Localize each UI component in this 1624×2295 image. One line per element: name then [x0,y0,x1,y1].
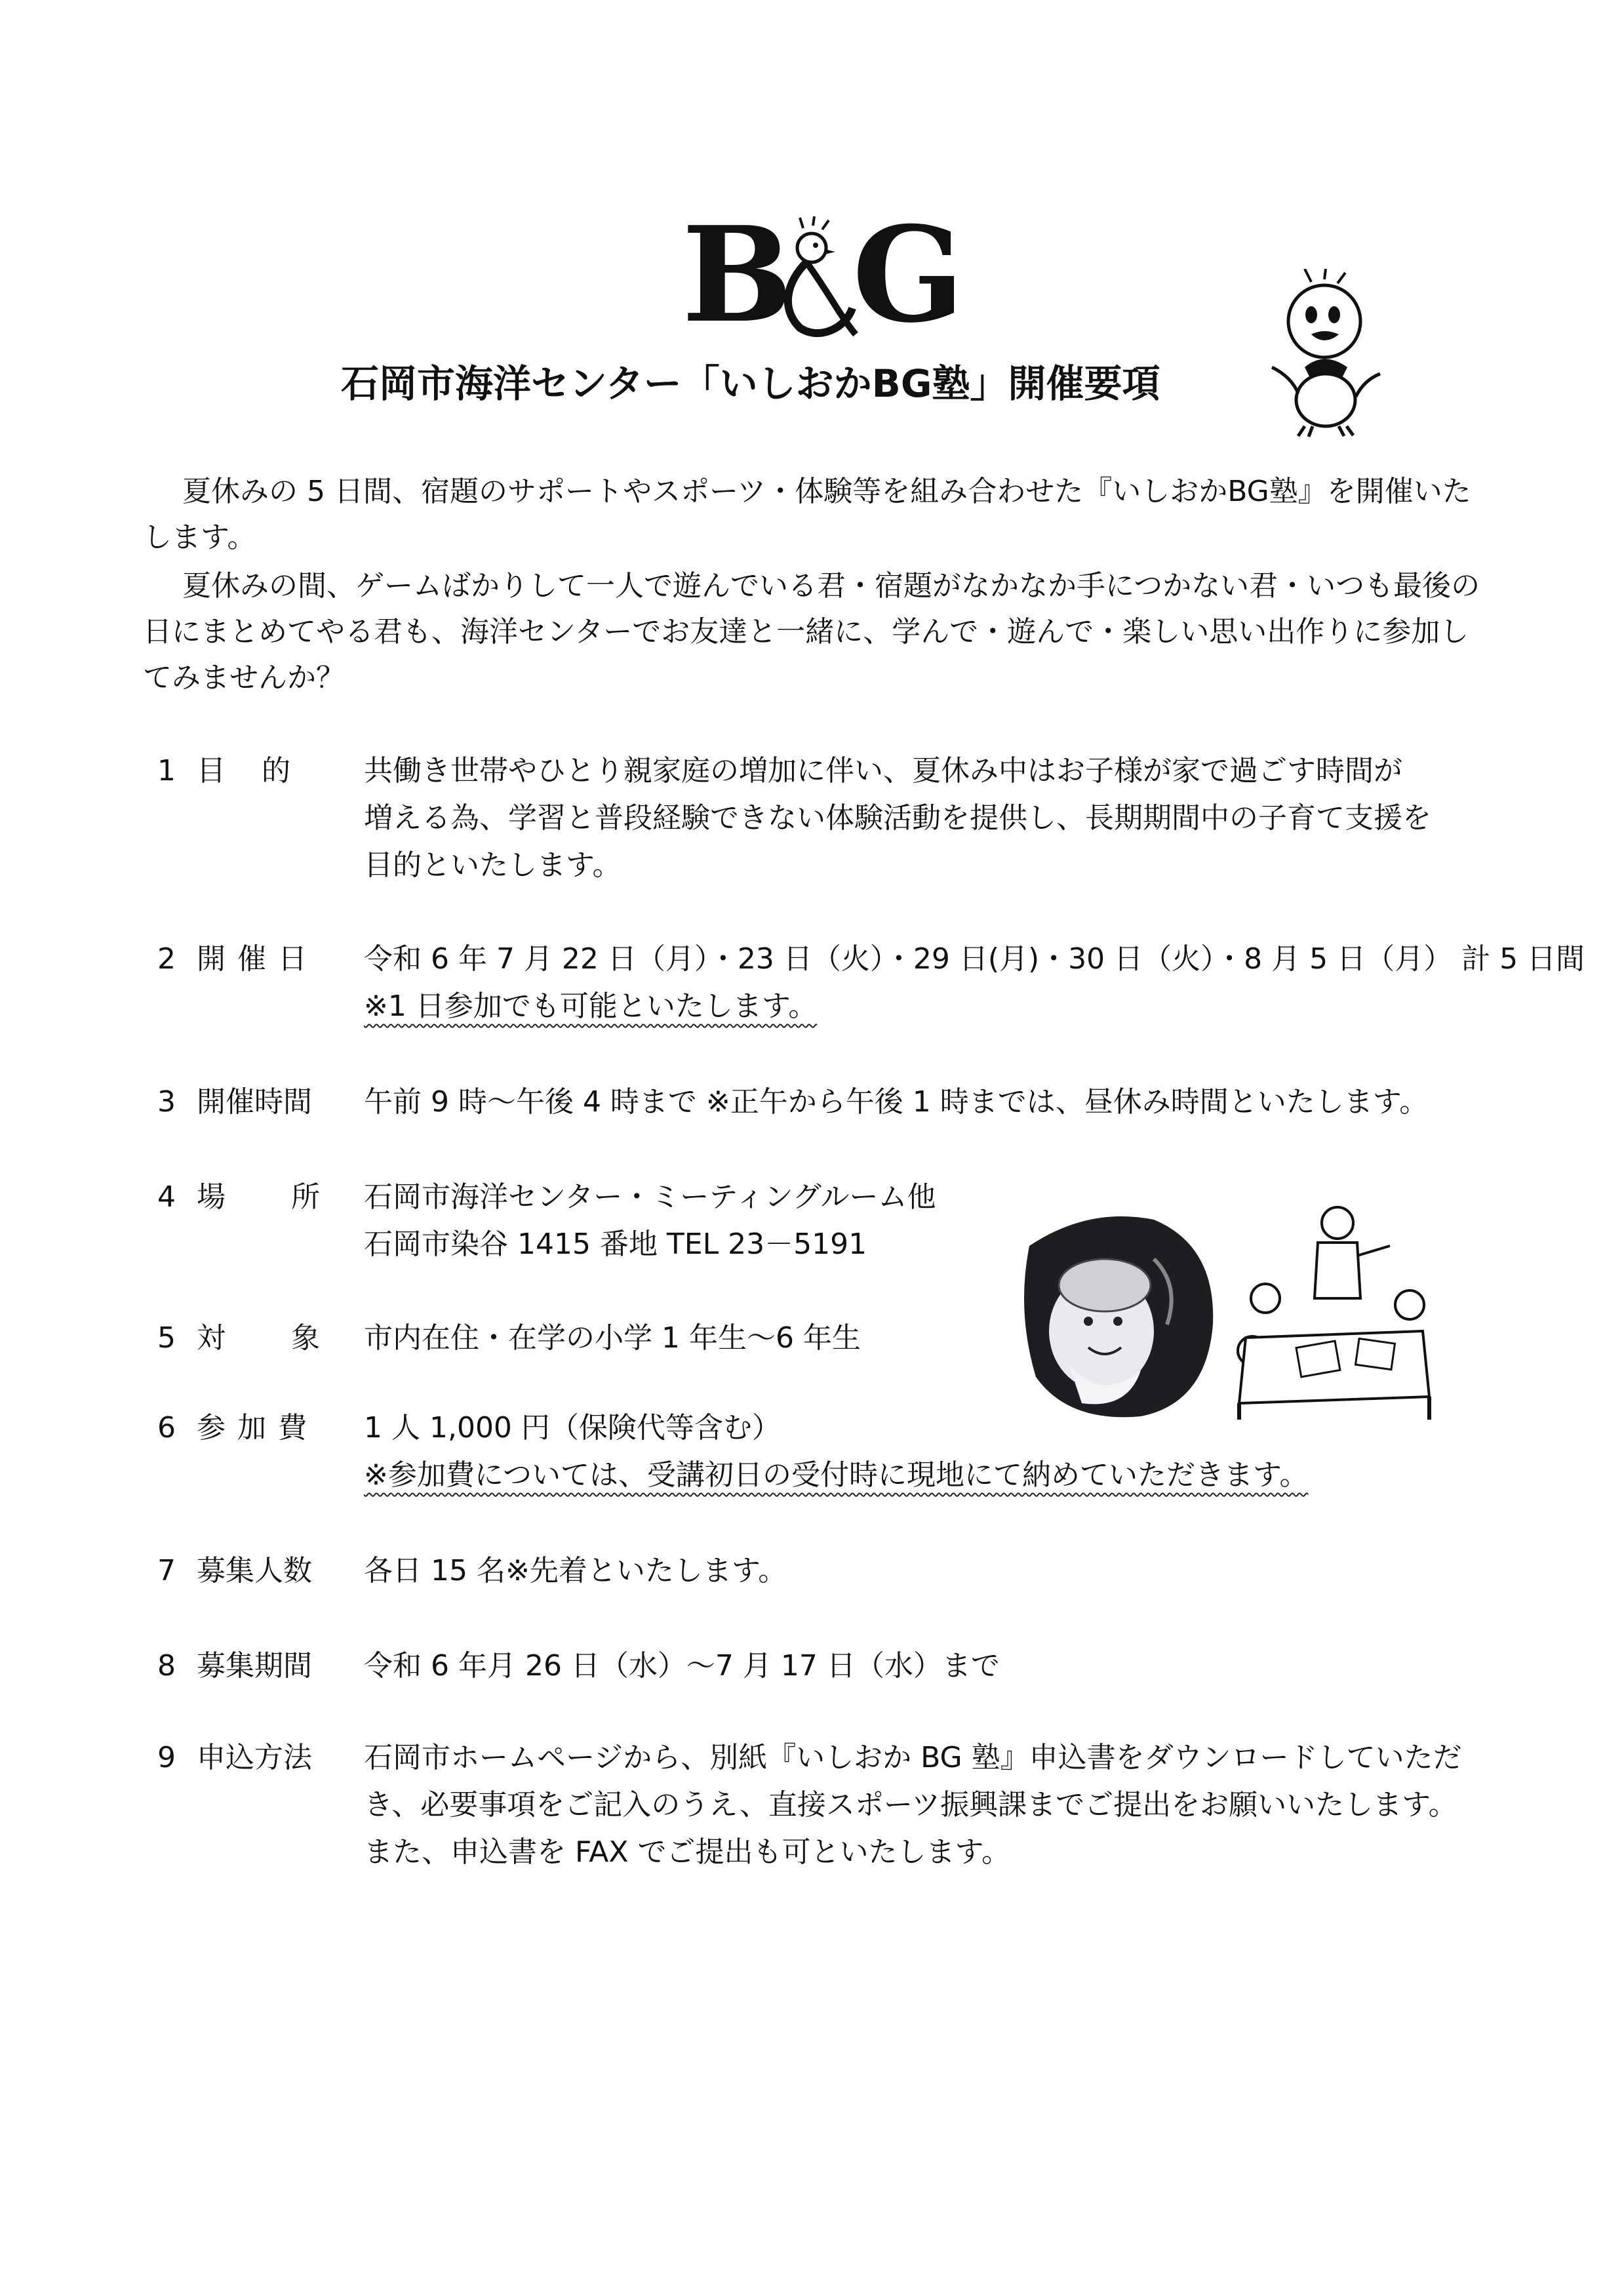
value-note: ※1 日参加でも可能といたします。 [364,989,818,1023]
value-line: 各日 15 名※先着といたします。 [364,1554,787,1587]
value-line: 1 人 1,000 円（保険代等含む） [364,1411,781,1445]
logo-letter-b: B [682,198,793,352]
item-number: 9 [157,1741,176,1774]
item-label: 開催時間 [197,1085,312,1119]
value-note: ※参加費については、受講初日の受付時に現地にて納めていただきます。 [364,1458,1309,1492]
item-number: 8 [157,1649,176,1683]
item-label: 開催日 [197,942,319,976]
child-illustration-icon [1010,1207,1219,1423]
item-label: 募集人数 [197,1554,312,1587]
intro-text [143,469,1480,704]
value-line: 市内在住・在学の小学 1 年生～6 年生 [364,1321,861,1355]
page-title: 石岡市海洋センター「いしおかBG塾」開催要項 [341,361,1160,406]
bg-logo [682,198,964,352]
item-number: 3 [157,1085,176,1119]
item-label: 申込方法 [197,1741,312,1774]
value-line: 共働き世帯やひとり親家庭の増加に伴い、夏休み中はお子様が家で過ごす時間が [364,754,1402,788]
value-line: また、申込書を FAX でご提出も可といたします。 [364,1835,1010,1869]
item-value [364,1547,1596,1595]
value-line: 石岡市海洋センター・ミーティングルーム他 [364,1180,936,1214]
value-line: 石岡市染谷 1415 番地 TEL 23－5191 [364,1227,867,1261]
item-value [364,936,1596,1030]
item-number: 5 [157,1321,176,1355]
item-value [364,748,1596,889]
value-line: 増える為、学習と普段経験できない体験活動を提供し、長期期間中の子育て支援を [364,801,1431,835]
item-number: 2 [157,942,176,976]
logo-letter-g: G [852,198,964,352]
value-line: 令和 6 年 7 月 22 日（月）・23 日（火）・29 日(月)・30 日（火）・8 月 5 日（月） 計 5 日間 [364,942,1585,976]
item-value [364,1079,1596,1126]
item-number: 4 [157,1180,176,1214]
item-label: 参加費 [197,1411,319,1445]
item-value [364,1643,1596,1690]
duck-mascot-icon [1265,269,1383,439]
intro-paragraph: 夏休みの 5 日間、宿題のサポートやスポーツ・体験等を組み合わせた『いしおかBG塾』を開催いたします。 [143,475,1471,554]
item-label: 目的 [197,754,327,788]
item-number: 6 [157,1411,176,1445]
classroom-illustration-icon [1226,1200,1436,1423]
item-label: 場所 [197,1180,386,1214]
value-line: 目的といたします。 [364,848,622,882]
item-value [364,1734,1596,1876]
item-number: 7 [157,1554,176,1587]
value-line: 石岡市ホームページから、別紙『いしおか BG 塾』申込書をダウンロードしていただ [364,1741,1462,1774]
value-line: 令和 6 年月 26 日（水）～7 月 17 日（水）まで [364,1649,1000,1683]
item-number: 1 [157,754,176,788]
item-label: 対象 [197,1321,386,1355]
value-line: 午前 9 時～午後 4 時まで ※正午から午後 1 時までは、昼休み時間といたします。 [364,1085,1429,1119]
item-label: 募集期間 [197,1649,312,1683]
value-line: き、必要事項をご記入のうえ、直接スポーツ振興課までご提出をお願いいたします。 [364,1788,1457,1822]
intro-paragraph: 夏休みの間、ゲームばかりして一人で遊んでいる君・宿題がなかなか手につかない君・いつも最後の日にまとめてやる君も、海洋センターでお友達と一緒に、学んで・遊んで・楽しい思い出作りに参加してみませんか？ [143,569,1480,694]
duck-ampersand-icon [767,216,859,341]
